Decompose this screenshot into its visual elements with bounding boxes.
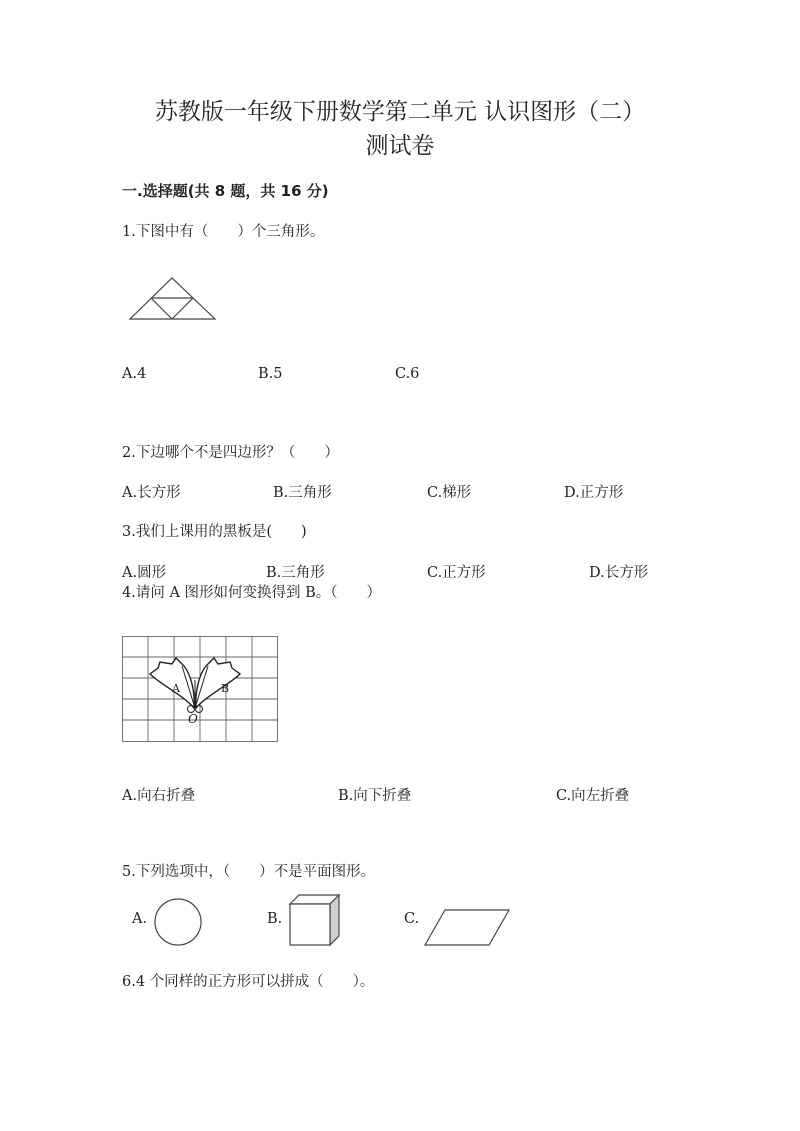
question-5-stem: 5.下列选项中，（ ）不是平面图形。	[122, 864, 376, 880]
question-1-stem: 1.下图中有（ ）个三角形。	[122, 224, 325, 240]
question-1-option-b[interactable]: B.5	[258, 366, 283, 382]
question-3-option-b[interactable]: B.三角形	[266, 565, 325, 581]
question-1-option-c[interactable]: C.6	[395, 366, 420, 382]
question-2-stem: 2.下边哪个不是四边形？（ ）	[122, 445, 339, 461]
question-2-option-c[interactable]: C.梯形	[427, 485, 472, 501]
question-2-option-a[interactable]: A.长方形	[122, 485, 181, 501]
question-3-stem: 3.我们上课用的黑板是( )	[122, 524, 307, 540]
figure-label-o: O	[188, 712, 198, 726]
question-5-option-b[interactable]: B.	[267, 911, 283, 927]
fold-grid-figure	[122, 636, 278, 744]
question-4-stem: 4.请问 A 图形如何变换得到 B。（ ）	[122, 585, 382, 601]
question-4-option-b[interactable]: B.向下折叠	[338, 788, 412, 804]
question-4-option-c[interactable]: C.向左折叠	[556, 788, 630, 804]
question-5-option-a[interactable]: A.	[132, 911, 148, 927]
page-title: 苏教版一年级下册数学第二单元 认识图形（二）	[154, 99, 646, 125]
triangle-diagram-icon	[128, 276, 218, 322]
question-3-option-c[interactable]: C.正方形	[427, 565, 486, 581]
question-2-option-b[interactable]: B.三角形	[273, 485, 332, 501]
question-4-option-a[interactable]: A.向右折叠	[122, 788, 196, 804]
question-3-option-d[interactable]: D.长方形	[589, 565, 649, 581]
section-heading: 一.选择题(共 8 题，共 16 分)	[122, 182, 329, 200]
figure-label-a: A	[172, 682, 180, 695]
cube-shape-icon	[289, 894, 343, 948]
question-5-option-c[interactable]: C.	[404, 911, 420, 927]
parallelogram-shape-icon	[423, 908, 511, 948]
figure-label-b: B	[221, 682, 230, 695]
circle-shape-icon	[153, 897, 203, 947]
question-6-stem: 6.4 个同样的正方形可以拼成（ ）。	[122, 974, 375, 990]
question-1-option-a[interactable]: A.4	[122, 366, 147, 382]
question-3-option-a[interactable]: A.圆形	[122, 565, 167, 581]
page-title-line2: 测试卷	[365, 133, 435, 159]
question-2-option-d[interactable]: D.正方形	[564, 485, 624, 501]
